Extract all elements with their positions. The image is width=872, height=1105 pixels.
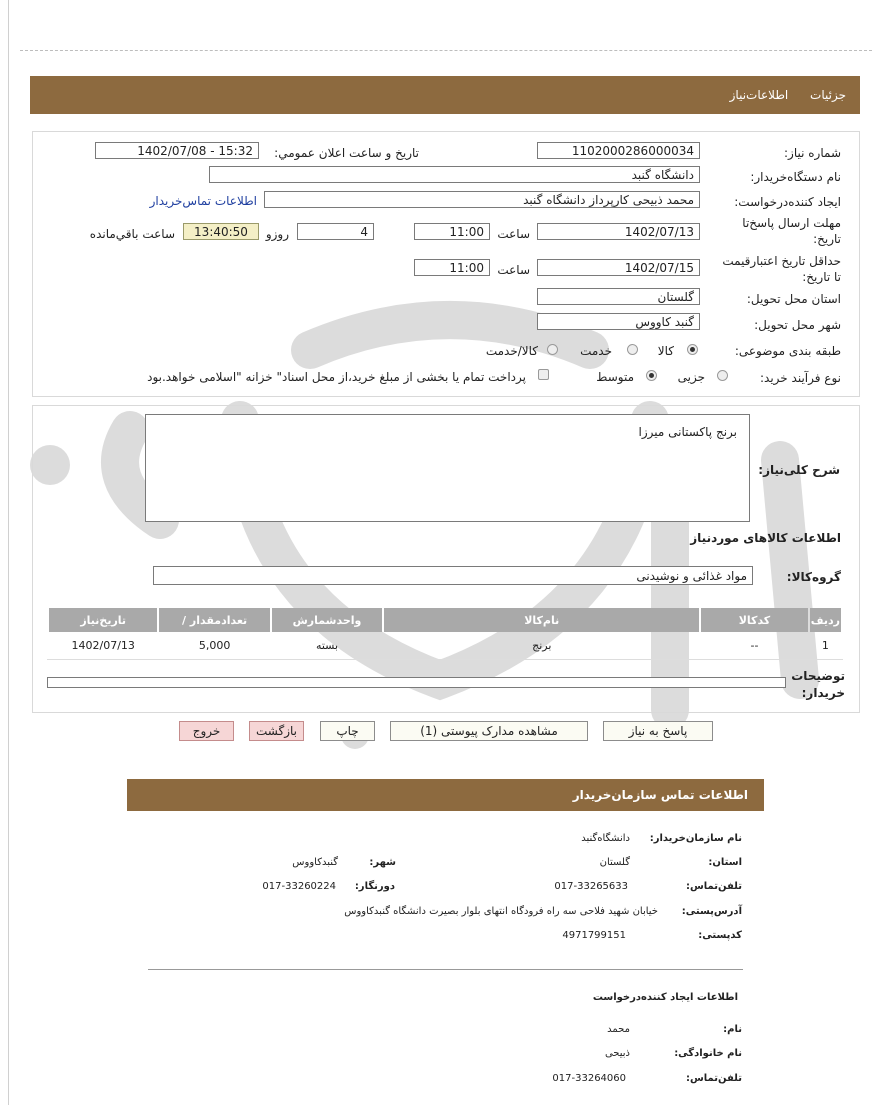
purchase-medium-label: متوسط	[596, 370, 634, 384]
creator-phone-value: 017-33264060	[552, 1073, 626, 1084]
buyer-field: دانشگاه گنبد	[209, 166, 700, 183]
city-label: شهر محل تحویل:	[754, 318, 841, 332]
cell-need-date: 1402/07/13	[71, 638, 135, 652]
tab-details[interactable]: جزئیات	[810, 88, 846, 102]
contact-phone-label: تلفن‌تماس:	[685, 881, 742, 892]
creator-phone-label: تلفن‌تماس:	[685, 1073, 742, 1084]
col-need-date: تاریخ‌نیاز	[49, 608, 157, 632]
description-text: برنج پاکستانی میرزا	[638, 425, 737, 439]
fax-value: 017-33260224	[262, 881, 336, 892]
col-goods-name: نام‌کالا	[384, 608, 699, 632]
purchase-minor-label: جزیی	[677, 370, 705, 384]
exit-button[interactable]: خروج	[179, 721, 234, 741]
col-unit: واحدشمارش	[272, 608, 382, 632]
creator-info-title: اطلاعات ایجاد کننده‌درخواست	[592, 992, 738, 1003]
address-label: آدرس‌پستی:	[681, 906, 742, 917]
treasury-payment-checkbox[interactable]	[538, 369, 549, 380]
deadline-time-label: ساعت	[497, 227, 530, 241]
buyer-notes-field	[47, 677, 786, 688]
description-box	[145, 414, 750, 522]
reply-button[interactable]: پاسخ به نیاز	[603, 721, 713, 741]
days-field: 4	[297, 223, 374, 240]
validity-time-label: ساعت	[497, 263, 530, 277]
purchase-type-label: نوع فرآیند خرید:	[760, 371, 841, 385]
validity-label-2: تا تاریخ:	[802, 270, 841, 284]
goods-group-label: گروه‌کالا:	[786, 570, 841, 584]
view-documents-button[interactable]: مشاهده مدارک پیوستی (1)	[390, 721, 588, 741]
cell-goods-code: --	[750, 638, 759, 652]
buyer-contact-link[interactable]: اطلاعات تماس‌خریدار	[149, 194, 257, 208]
contact-phone-value: 017-33265633	[554, 881, 628, 892]
category-label: طبقه بندی موضوعی:	[734, 344, 841, 358]
print-button[interactable]: چاپ	[320, 721, 375, 741]
back-button[interactable]: بازگشت	[249, 721, 304, 741]
header-bar	[30, 76, 860, 114]
creator-family-label: نام خانوادگی:	[674, 1048, 742, 1059]
announce-label: تاريخ و ساعت اعلان عمومي:	[274, 146, 419, 160]
deadline-date-field: 1402/07/13	[537, 223, 700, 240]
creator-name-label: نام:	[723, 1024, 742, 1035]
remaining-label: ساعت باقي‌مانده	[89, 227, 175, 241]
org-name-label: نام سازمان‌خریدار:	[649, 833, 742, 844]
days-label: روزو	[265, 227, 289, 241]
contact-province-value: گلستان	[599, 857, 630, 868]
creator-field: محمد ذبیحی کارپرداز دانشگاه گنبد	[264, 191, 700, 208]
col-goods-code: کدکالا	[701, 608, 807, 632]
contact-divider	[148, 969, 743, 970]
col-row-number: ردیف	[810, 608, 841, 632]
creator-family-value: ذبیحی	[604, 1048, 630, 1059]
fax-label: دورنگار:	[354, 881, 395, 892]
category-goods-radio[interactable]	[687, 344, 698, 355]
col-quantity: تعداد‌مقدار /	[159, 608, 269, 632]
deadline-time-field: 11:00	[414, 223, 490, 240]
table-bottom-line	[47, 659, 843, 660]
goods-info-title: اطلاعات کالاهای موردنیاز	[690, 531, 841, 545]
contact-city-label: شهر:	[369, 857, 396, 868]
table-row	[49, 634, 841, 656]
creator-name-value: محمد	[607, 1024, 630, 1035]
contact-province-label: استان:	[708, 857, 742, 868]
postal-code-label: کد‌پستی:	[698, 930, 742, 941]
tab-need-info[interactable]: اطلاعات‌نیاز	[729, 88, 789, 102]
treasury-payment-label: پرداخت تمام يا بخشی از مبلغ خريد،از محل اسناد" خزانه "اسلامی خواهد.بود	[147, 370, 526, 384]
buyer-notes-label-2: خریدار:	[801, 686, 845, 700]
description-label: شرح کلی‌نیاز:	[758, 463, 840, 477]
city-field: گنبد کاووس	[537, 313, 700, 330]
creator-label: ایجاد کننده‌درخواست:	[734, 195, 841, 209]
province-field: گلستان	[537, 288, 700, 305]
postal-code-value: 4971799151	[562, 930, 626, 941]
cell-row-number: 1	[821, 638, 829, 652]
deadline-label: مهلت ارسال پاسخ‌تا	[742, 216, 841, 230]
cell-unit: بسته	[315, 638, 339, 652]
category-both-label: کالا/خدمت	[485, 344, 538, 358]
deadline-label-2: تاریخ:	[813, 232, 841, 246]
need-number-label: شماره نیاز:	[784, 146, 841, 160]
top-divider	[20, 50, 872, 51]
cell-quantity: 5,000	[198, 638, 231, 652]
contact-city-value: گنبدکاووس	[292, 857, 338, 868]
remaining-timer: 13:40:50	[183, 223, 259, 240]
validity-label: حداقل تاریخ اعتبار‌قیمت	[722, 254, 841, 268]
goods-table	[47, 606, 843, 658]
purchase-medium-radio[interactable]	[646, 370, 657, 381]
category-goods-label: کالا	[657, 344, 674, 358]
announce-field: 1402/07/08 - 15:32	[95, 142, 259, 159]
category-service-radio[interactable]	[627, 344, 638, 355]
address-value: خیابان شهید فلاحی سه راه فرودگاه انتهای بلوار بصیرت دانشگاه گنبدکاووس	[344, 906, 658, 917]
validity-date-field: 1402/07/15	[537, 259, 700, 276]
category-both-radio[interactable]	[547, 344, 558, 355]
buyer-notes-label: توضیحات	[791, 669, 845, 683]
province-label: استان محل تحویل:	[746, 292, 841, 306]
buyer-label: نام دستگاه‌خریدار:	[750, 170, 841, 184]
contact-title: اطلاعات تماس سازمان‌خریدار	[572, 788, 748, 802]
category-service-label: خدمت	[580, 344, 612, 358]
left-border-line	[8, 0, 9, 1105]
purchase-minor-radio[interactable]	[717, 370, 728, 381]
contact-title-bar	[127, 779, 764, 811]
need-number-field: 1102000286000034	[537, 142, 700, 159]
org-name-value: دانشگاه‌گنبد	[581, 833, 630, 844]
goods-group-field: مواد غذائی و نوشیدنی	[153, 566, 753, 585]
table-header-row	[49, 608, 841, 632]
validity-time-field: 11:00	[414, 259, 490, 276]
cell-goods-name: برنج	[532, 638, 552, 652]
